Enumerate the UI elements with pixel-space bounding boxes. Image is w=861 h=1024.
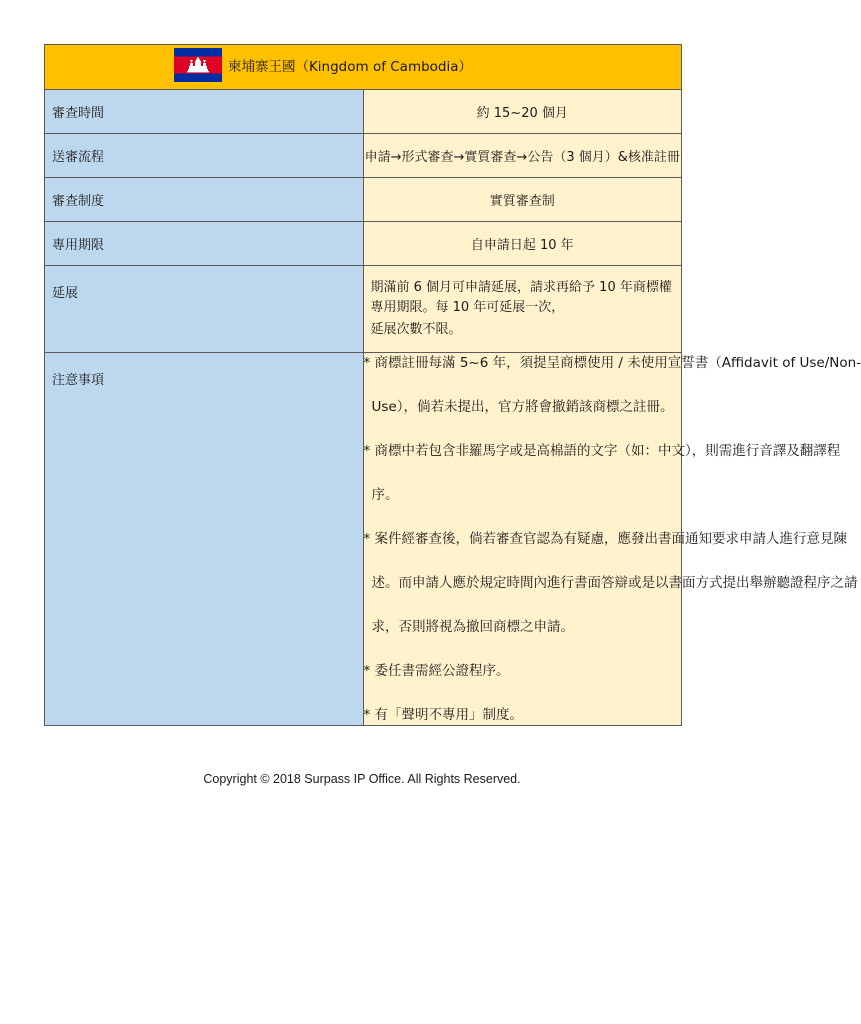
table-row	[45, 134, 682, 178]
extension-line: 延展次數不限。	[370, 322, 462, 337]
note-line: 求，否則將視為撤回商標之申請。	[371, 619, 574, 635]
note-line: 述。而申請人應於規定時間內進行書面答辯或是以書面方式提出舉辦聽證程序之請	[371, 575, 858, 591]
row-label-review-time: 審查時間	[45, 90, 364, 134]
row-value-term: 自申請日起 10 年	[363, 222, 682, 266]
table-row	[45, 353, 682, 726]
row-label-process: 送審流程	[45, 134, 364, 178]
table-header-row	[45, 45, 682, 90]
note-line: * 委任書需經公證程序。	[363, 663, 510, 679]
row-label-system: 審查制度	[45, 178, 364, 222]
trademark-info-table	[44, 44, 861, 726]
note-line: * 有「聲明不專用」制度。	[363, 707, 524, 723]
row-value-system: 實質審查制	[363, 178, 682, 222]
table-header	[45, 45, 682, 90]
note-line: * 商標註冊每滿 5~6 年，須提呈商標使用 / 未使用宣誓書（Affidavit of Use/Non-	[363, 355, 861, 371]
copyright-footer: Copyright © 2018 Surpass IP Office. All Rights Reserved.	[203, 772, 521, 786]
row-label-notes: 注意事項	[45, 353, 364, 726]
note-line: Use），倘若未提出，官方將會撤銷該商標之註冊。	[371, 399, 674, 415]
table-row	[45, 90, 682, 134]
note-line: * 商標中若包含非羅馬字或是高棉語的文字（如：中文），則需進行音譯及翻譯程	[363, 443, 841, 459]
row-label-term: 專用期限	[45, 222, 364, 266]
table-row	[45, 222, 682, 266]
table-row	[45, 266, 682, 353]
page-title: 柬埔寨王國（Kingdom of Cambodia）	[227, 59, 473, 75]
row-label-extension: 延展	[45, 266, 364, 353]
cambodia-flag-icon	[174, 48, 222, 82]
row-value-extension	[363, 266, 682, 353]
note-line: * 案件經審查後，倘若審查官認為有疑慮，應發出書面通知要求申請人進行意見陳	[363, 531, 848, 547]
row-value-review-time: 約 15~20 個月	[363, 90, 682, 134]
table-row	[45, 178, 682, 222]
row-value-process: 申請→形式審查→實質審查→公告（3 個月）&核准註冊	[363, 134, 682, 178]
note-line: 序。	[371, 487, 399, 503]
extension-line: 期滿前 6 個月可申請延展，請求再給予 10 年商標權專用期限。每 10 年可延展一次，	[370, 280, 672, 315]
row-value-notes	[363, 353, 861, 726]
